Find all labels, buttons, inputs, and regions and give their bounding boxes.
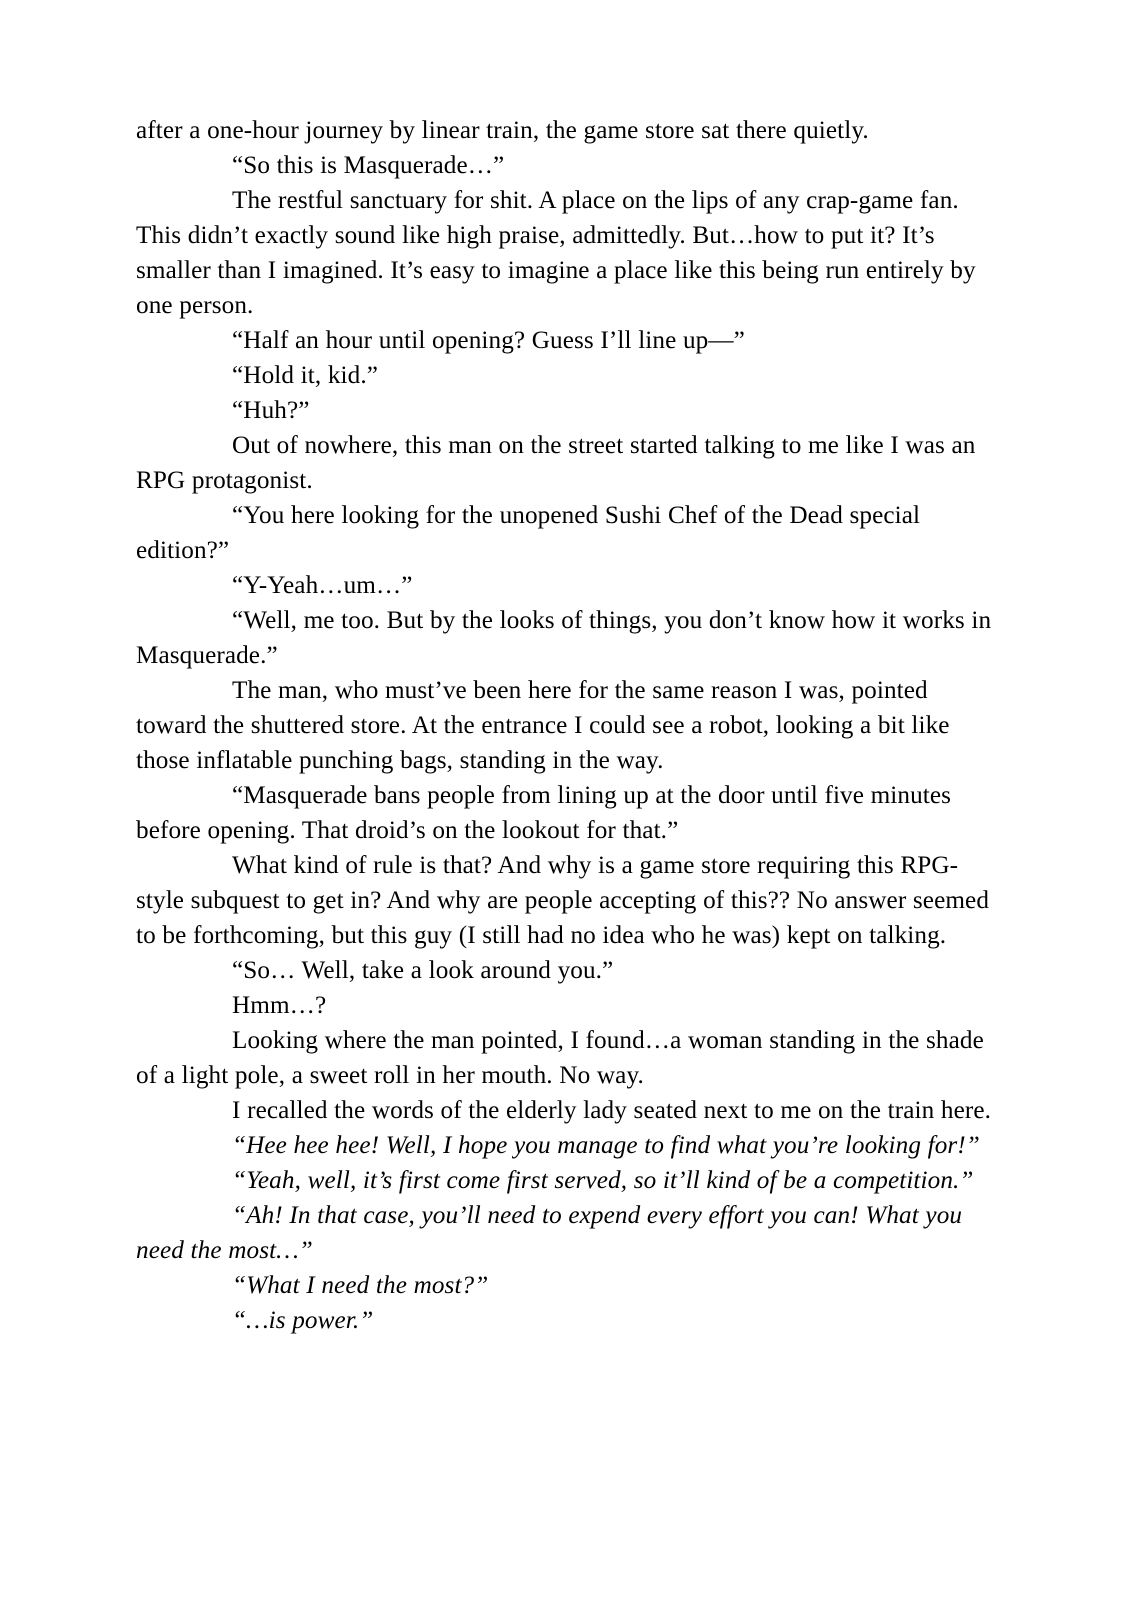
paragraph: “So… Well, take a look around you.” (232, 957, 614, 984)
paragraph-italic: “What I need the most?” (232, 1272, 489, 1299)
paragraph: Hmm…? (232, 992, 327, 1019)
paragraph: “Huh?” (232, 397, 310, 424)
paragraph: “So this is Masquerade…” (232, 152, 505, 179)
paragraph: “Hold it, kid.” (232, 362, 379, 389)
body-text-block (136, 113, 992, 1338)
paragraph: “Well, me too. But by the looks of things, you don’t know how it works in Masquerade.” (136, 607, 992, 669)
paragraph: “Masquerade bans people from lining up at the door until five minutes before opening. That droid’s on the lookout for that.” (136, 782, 952, 844)
paragraph: after a one-hour journey by linear train, the game store sat there quietly. (136, 117, 869, 144)
paragraph: “Y-Yeah…um…” (232, 572, 413, 599)
paragraph: I recalled the words of the elderly lady seated next to me on the train here. (232, 1097, 992, 1124)
paragraph-italic: “Hee hee hee! Well, I hope you manage to find what you’re looking for!” (232, 1132, 980, 1159)
paragraph-italic: “Yeah, well, it’s first come first served, so it’ll kind of be a competition.” (232, 1167, 974, 1194)
paragraph: What kind of rule is that? And why is a game store requiring this RPG-style subquest to get in? And why are people accepting of this?? No answer seemed to be forthcoming, but this guy (I still had no idea who he was) kept on talking. (136, 852, 990, 949)
paragraph: “You here looking for the unopened Sushi Chef of the Dead special edition?” (136, 502, 921, 564)
paragraph: Out of nowhere, this man on the street started talking to me like I was an RPG protagonist. (136, 432, 976, 494)
paragraph-italic: “Ah! In that case, you’ll need to expend every effort you can! What you need the most…” (136, 1202, 963, 1264)
paragraph: “Half an hour until opening? Guess I’ll line up—” (232, 327, 745, 354)
paragraph: The man, who must’ve been here for the same reason I was, pointed toward the shuttered store. At the entrance I could see a robot, looking a bit like those inflatable punching bags, standing in the way. (136, 677, 950, 774)
paragraph: The restful sanctuary for shit. A place on the lips of any crap-game fan. This didn’t exactly sound like high praise, admittedly. But…how to put it? It’s smaller than I imagined. It’s easy to imagine a place like this being run entirely by one person. (136, 187, 976, 319)
paragraph-italic: “…is power.” (232, 1307, 374, 1334)
paragraph: Looking where the man pointed, I found…a woman standing in the shade of a light pole, a sweet roll in her mouth. No way. (136, 1027, 984, 1089)
